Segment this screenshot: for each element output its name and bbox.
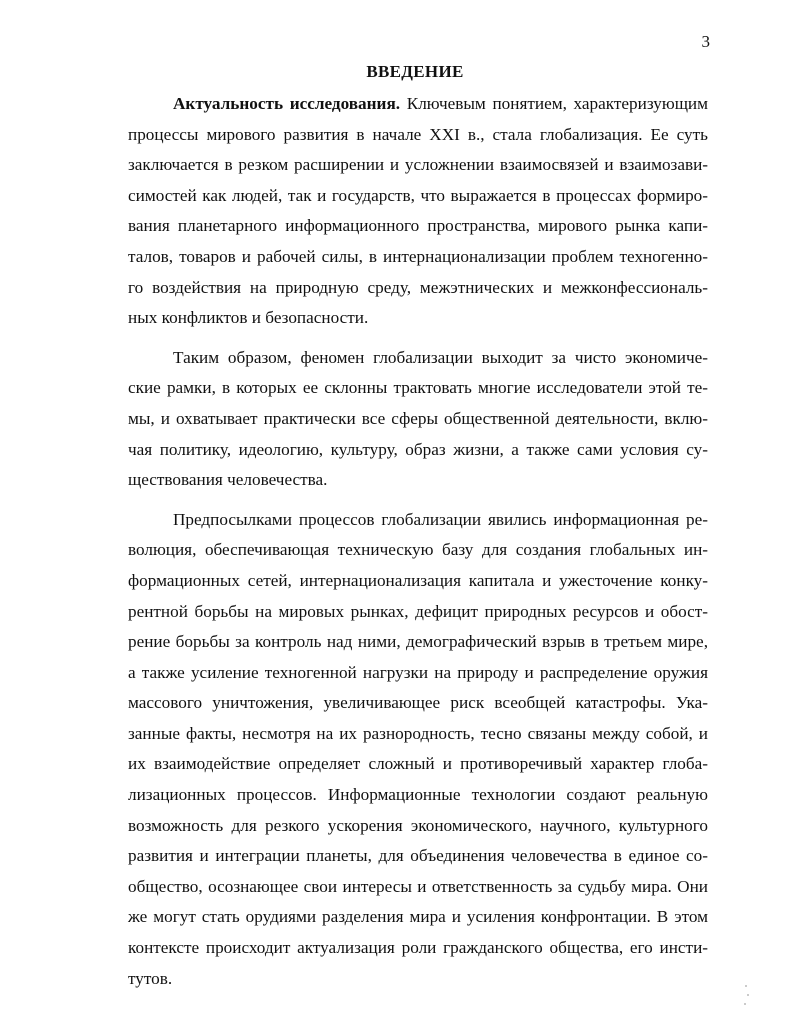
text-line [128,89,708,120]
text-line: их взаимодействие определяет сложный и противоречивый характер глоба- [128,754,708,774]
text-line: занные факты, несмотря на их разнородность, тесно связаны между собой, и [128,723,708,743]
page-number: 3 [701,32,710,51]
text-line: Таким образом, феномен глобализации выходит за чисто экономиче- [173,347,708,367]
text-line: процессы мирового развития в начале XXI в., стала глобализация. Ее суть [128,124,708,144]
scan-speck [745,985,747,987]
text-line-content: Ключевым понятием, характеризующим [400,94,709,113]
paragraph-prerequisites [128,505,708,995]
text-line: мы, и охватывает практически все сферы общественной деятельности, вклю- [128,408,708,428]
text-line: ские рамки, в которых ее склонны трактовать многие исследователи этой те- [128,378,708,398]
paragraph-relevance [128,89,708,334]
text-line: волюция, обеспечивающая техническую базу для создания глобальных ин- [128,540,708,560]
text-line: же могут стать орудиями разделения мира и усиления конфронтации. В этом [128,907,708,927]
text-line: Предпосылками процессов глобализации явились информационная ре- [173,509,708,529]
text-line: ных конфликтов и безопасности. [128,308,369,328]
text-line: ществования человечества. [128,470,328,490]
text-line: талов, товаров и рабочей силы, в интернационализации проблем техногенно- [128,246,708,266]
text-line: лизационных процессов. Информационные технологии создают реальную [128,785,708,805]
text-line: тутов. [128,968,173,988]
text-line: чая политику, идеологию, культуру, образ жизни, а также сами условия су- [128,439,708,459]
text-line: массового уничтожения, увеличивающее риск всеобщей катастрофы. Ука- [128,693,708,713]
text-line: развития и интеграции планеты, для объединения человечества в единое со- [128,846,708,866]
paragraph-gap [128,496,708,505]
text-line: а также усиление техногенной нагрузки на природу и распределение оружия [128,662,708,682]
text-line: контексте происходит актуализация роли гражданского общества, его инсти- [128,938,708,958]
text-line: вания планетарного информационного пространства, мирового рынка капи- [128,216,708,236]
scan-speck [747,994,749,996]
text-line: возможность для резкого ускорения экономического, научного, культурного [128,815,708,835]
text-line: рение борьбы за контроль над ними, демографический взрыв в третьем мире, [128,632,708,652]
text-line: формационных сетей, интернационализация капитала и ужесточение конку- [128,570,708,590]
paragraph-lead: Актуальность исследования. [173,94,401,113]
document-body [128,89,708,994]
text-line: симостей как людей, так и государств, что выражается в процессах формиро- [128,185,708,205]
text-line: рентной борьбы на мировых рынках, дефицит природных ресурсов и обост- [128,601,708,621]
text-line: го воздействия на природную среду, межэтнических и межконфессиональ- [128,277,708,297]
paragraph-gap [128,334,708,343]
page-title: ВВЕДЕНИЕ [366,62,464,81]
text-line: общество, осознающее свои интересы и ответственность за судьбу мира. Они [128,876,708,896]
text-line: заключается в резком расширении и усложнении взаимосвязей и взаимозави- [128,155,708,175]
scan-speck [744,1003,746,1005]
paragraph-globalization-phenomenon [128,343,708,496]
